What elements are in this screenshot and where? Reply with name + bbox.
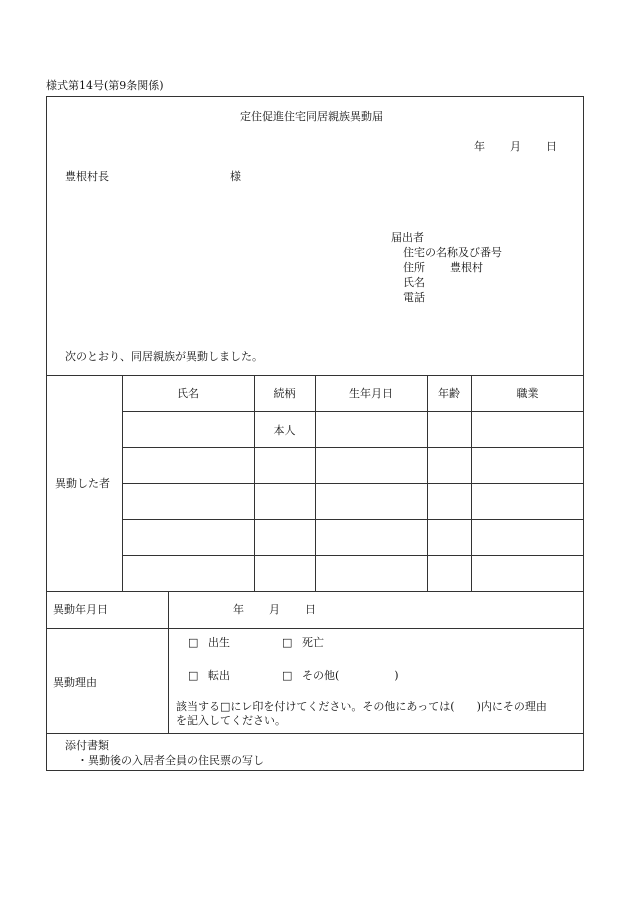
form-title: 定住促進住宅同居親族異動届 <box>240 110 383 123</box>
option-death: 死亡 <box>302 636 324 649</box>
change-date-label: 異動年月日 <box>53 603 108 616</box>
date-year: 年 <box>474 140 485 153</box>
change-date-month: 月 <box>269 603 280 616</box>
divider-line <box>46 591 584 592</box>
checkbox-move-out[interactable]: □ <box>188 669 199 682</box>
divider-line <box>122 483 584 484</box>
option-move-out: 転出 <box>208 669 230 682</box>
reason-instruction-2: を記入してください。 <box>176 714 286 727</box>
date-month: 月 <box>510 140 521 153</box>
reason-label: 異動理由 <box>53 676 97 689</box>
applicant-address-value: 豊根村 <box>450 261 483 274</box>
divider-line <box>168 591 169 733</box>
attachments-label: 添付書類 <box>65 739 109 752</box>
header-relation: 続柄 <box>273 387 296 400</box>
header-occupation: 職業 <box>516 387 539 400</box>
applicant-name-label: 氏名 <box>403 276 425 289</box>
divider-line <box>427 375 428 591</box>
header-name: 氏名 <box>177 387 199 400</box>
applicant-address-label: 住所 <box>403 261 425 274</box>
row1-relation: 本人 <box>273 424 296 437</box>
reason-instruction-1: 該当する□にレ印を付けてください。その他にあっては( )内にその理由 <box>176 700 547 713</box>
change-date-year: 年 <box>233 603 244 616</box>
divider-line <box>46 733 584 734</box>
option-birth: 出生 <box>208 636 230 649</box>
addressee-honorific: 様 <box>230 170 241 183</box>
applicant-house-label: 住宅の名称及び番号 <box>403 246 502 259</box>
divider-line <box>122 375 123 591</box>
divider-line <box>122 447 584 448</box>
divider-line <box>46 628 584 629</box>
applicant-label: 届出者 <box>391 231 424 244</box>
attachments-item: ・異動後の入居者全員の住民票の写し <box>77 754 264 767</box>
divider-line <box>122 519 584 520</box>
option-other: その他( ) <box>302 669 399 682</box>
date-day: 日 <box>546 140 557 153</box>
notice-text: 次のとおり、同居親族が異動しました。 <box>65 350 263 363</box>
members-section-label: 異動した者 <box>55 477 110 490</box>
change-date-day: 日 <box>305 603 316 616</box>
divider-line <box>315 375 316 591</box>
form-number: 様式第14号(第9条関係) <box>46 79 164 92</box>
checkbox-death[interactable]: □ <box>282 636 293 649</box>
checkbox-other[interactable]: □ <box>282 669 293 682</box>
divider-line <box>254 375 255 591</box>
applicant-phone-label: 電話 <box>403 291 425 304</box>
divider-line <box>122 555 584 556</box>
header-birthdate: 生年月日 <box>349 387 393 400</box>
divider-line <box>471 375 472 591</box>
divider-line <box>122 411 584 412</box>
checkbox-birth[interactable]: □ <box>188 636 199 649</box>
header-age: 年齢 <box>438 387 460 400</box>
addressee-name: 豊根村長 <box>65 170 109 183</box>
